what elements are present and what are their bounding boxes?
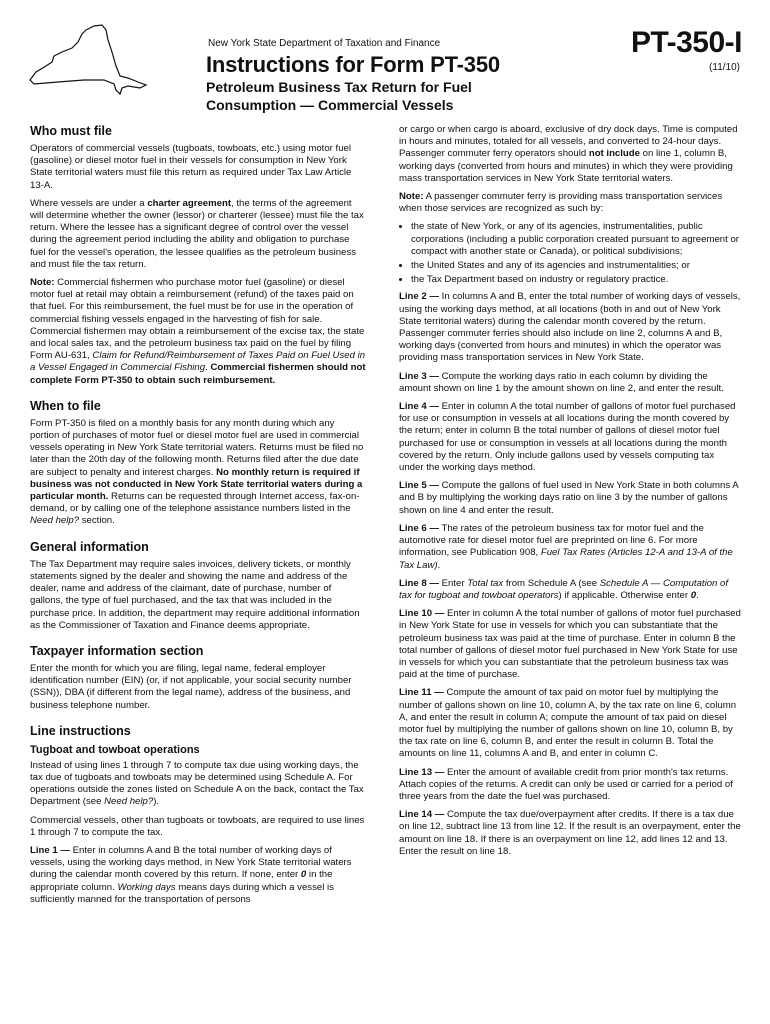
page-subtitle: Petroleum Business Tax Return for Fuel Consumption — Commercial Vessels (206, 79, 472, 113)
line-8-instruction: Line 8 — Enter Total tax from Schedule A (see Schedule A — Computation of tax for tugboat and towboat operators) if applicable. Otherwise enter 0. (399, 577, 729, 601)
line-3-instruction: Line 3 — Compute the working days ratio in each column by dividing the amount shown on line 1 by the amount shown on line 2, and enter the result. (399, 370, 724, 394)
ferry-recognition-list (399, 221, 741, 286)
page-header (0, 0, 770, 120)
list-item: • the Tax Department based on industry or regulatory practice. (411, 274, 741, 286)
line-2-instruction: Line 2 — In columns A and B, enter the total number of working days of vessels, using the working days method, at all locations (both in and out of New York State territorial waters) during the calendar month covered by the return. Passenger commuter ferries should also include on line 2, columns A and B, working days (converted from hours and minutes) in which the operator was providing mass transportation services in New York State. (399, 291, 741, 364)
line-instructions-heading: Line instructions (30, 723, 131, 738)
who-must-file-heading: Who must file (30, 124, 112, 138)
line-6-instruction: Line 6 — The rates of the petroleum business tax for motor fuel and the automotive rate for diesel motor fuel are preprinted on line 6. For more information, see Publication 908, Fuel Tax Rates (Articles 12-A and 13-A of the Tax Law). (399, 522, 733, 571)
line-1-instruction: Line 1 — Enter in columns A and B the total number of working days of vessels, using the working days method, in New York State territorial waters during the calendar month covered by this return. If none, enter 0 in the appropriate column. Working days means days during which a vessel is sufficiently manned for the transportation of persons (30, 844, 352, 905)
who-must-file-paragraph: Operators of commercial vessels (tugboats, towboats, etc.) using motor fuel (gasoline) or diesel motor fuel in their vessels for consumption in New York State territorial waters must file this return as required under Tax Law Article 13-A. (30, 143, 352, 191)
when-to-file-heading: When to file (30, 398, 101, 413)
line-4-instruction: Line 4 — Enter in column A the total number of gallons of motor fuel purchased for use or consumption in vessels at all locations during the month covered by the return; enter in column B the total number of gallons of diesel motor fuel purchased for use or consumption in vessels at all locations during the month covered by the return. Only include gallons used by vessels computing tax under the working days method. (399, 401, 736, 474)
taxpayer-information-heading: Taxpayer information section (30, 643, 204, 658)
list-item: • the United States and any of its agencies and instrumentalities; or (411, 260, 741, 272)
list-item: • the state of New York, or any of its agencies, instrumentalities, public corporations (including a public corporation created pursuant to agreement or compact with another state or Canada), or political subdivisions; (411, 221, 741, 258)
charter-agreement-paragraph: Where vessels are under a charter agreement, the terms of the agreement will determine whether the owner (lessor) or charterer (lessee) must file the tax return. Where the lessee has a significant degree of control over the vessel during the agreement period including the ability and obligation to purchase fuel for the vessel's operation, the lessee qualifies as the petroleum business and must file the tax return. (30, 197, 364, 270)
fishermen-note: Note: Commercial fishermen who purchase motor fuel (gasoline) or diesel motor fuel at retail may obtain a reimbursement (refund) of the taxes paid on that fuel. For this reimbursement, the fuel must be for use in the operation of commercial fishing vessels engaged in the harvesting of fish for sale. Commercial fishermen may obtain a reimbursement of the excise tax, the state and local sales tax, and the petroleum business tax paid on the fuel by filing Form AU-631, Claim for Refund/Reimbursement of Taxes Paid on Fuel Used in a Vessel Engaged in Commercial Fishing. Commercial fishermen should not complete Form PT-350 to obtain such reimbursement. (30, 277, 366, 386)
general-information-paragraph: The Tax Department may require sales invoices, delivery tickets, or monthly statements signed by the dealer and showing the name and address of the dealer, name and address of the claimant, date of purchase, number of gallons, the type of fuel purchased, and the tax that was included in the purchase price. In addition, the department may require additional information as the Commissioner of Taxation and Finance deems appropriate. (30, 558, 360, 631)
tugboat-paragraph: Instead of using lines 1 through 7 to compute tax due using working days, the tax due of tugboats and towboats may be determined using Schedule A. For operations outside the zones listed on Schedule A on the back, contact the Tax Department (see Need help?). (30, 759, 364, 808)
taxpayer-information-paragraph: Enter the month for which you are filing, legal name, federal employer identification number (EIN) (or, if not applicable, your social security number (SSN)), DBA (if different from the legal name), address of the business, and business telephone number. (30, 662, 352, 711)
revision-date: (11/10) (709, 62, 740, 73)
left-column (30, 124, 366, 912)
line-13-instruction: Line 13 — Enter the amount of available credit from prior month's tax returns. Attach copies of the returns. A credit can only be used or carried for a period of three years from the date the fuel was purchased. (399, 766, 733, 802)
department-name: New York State Department of Taxation and Finance (208, 38, 441, 49)
line-5-instruction: Line 5 — Compute the gallons of fuel used in New York State in both columns A and B by multiplying the working days ratio on line 3 by the number of gallons shown on line 4 and enter the result. (399, 480, 739, 516)
when-to-file-paragraph: Form PT-350 is filed on a monthly basis for any month during which any portion of purchases of motor fuel or diesel motor fuel are used in commercial vessels operating in New York State territorial waters. Returns must be filed no later than the 20th day of the following month. Returns filed after the due date are subject to penalty and interest charges. No monthly return is required if business was not conducted in New York State territorial waters during a particular month. Returns can be requested through Internet access, fax-on-demand, or by calling one of the telephone assistance numbers listed in the Need help? section. (30, 417, 364, 527)
line-1-continued: or cargo or when cargo is aboard, exclusive of dry dock days. Time is computed in hours and minutes, totaled for all vessels, and converted to 24-hour days. Passenger commuter ferry operators should not include on line 1, column B, working days (converted from hours and minutes) in which they were providing mass transportation services in New York State territorial waters. (399, 124, 738, 184)
right-column (399, 124, 741, 864)
form-number: PT-350-I (630, 26, 742, 59)
line-14-instruction: Line 14 — Compute the tax due/overpayment after credits. If there is a tax due on line 12, subtract line 13 from line 12. If the result is an overpayment, enter the amount on line 18. If there is an overpayment on line 12, add lines 12 and 13. Enter the result on line 18. (399, 809, 741, 857)
tugboat-heading: Tugboat and towboat operations (30, 743, 200, 756)
page-title: Instructions for Form PT-350 (206, 52, 500, 77)
general-information-heading: General information (30, 539, 149, 554)
commercial-vessels-paragraph: Commercial vessels, other than tugboats or towboats, are required to use lines 1 through 7 to compute the tax. (30, 814, 365, 838)
ferry-note: Note: A passenger commuter ferry is providing mass transportation services when those services are recognized as such by: (399, 191, 723, 215)
new-york-state-map-icon (24, 22, 184, 102)
line-10-instruction: Line 10 — Enter in column A the total number of gallons of motor fuel purchased in New York State for use in vessels for which you can substantiate that the petroleum business tax was paid at the time of purchase. Enter in column B the total number of gallons of diesel motor fuel purchased in New York State for use in vessels for which you can substantiate that the petroleum business tax was paid at the time of purchase. (399, 608, 741, 681)
line-11-instruction: Line 11 — Compute the amount of tax paid on motor fuel by multiplying the number of gallons shown on line 10, column A, by the tax rate on line 6, column A, and enter the result in column A; compute the amount of tax paid on diesel motor fuel by multiplying the number of gallons shown on line 10, column B, by the tax rate on line 6, column B, and enter the result in column B. Total the amounts on line 11, columns A and B, and enter in column C. (399, 687, 737, 760)
